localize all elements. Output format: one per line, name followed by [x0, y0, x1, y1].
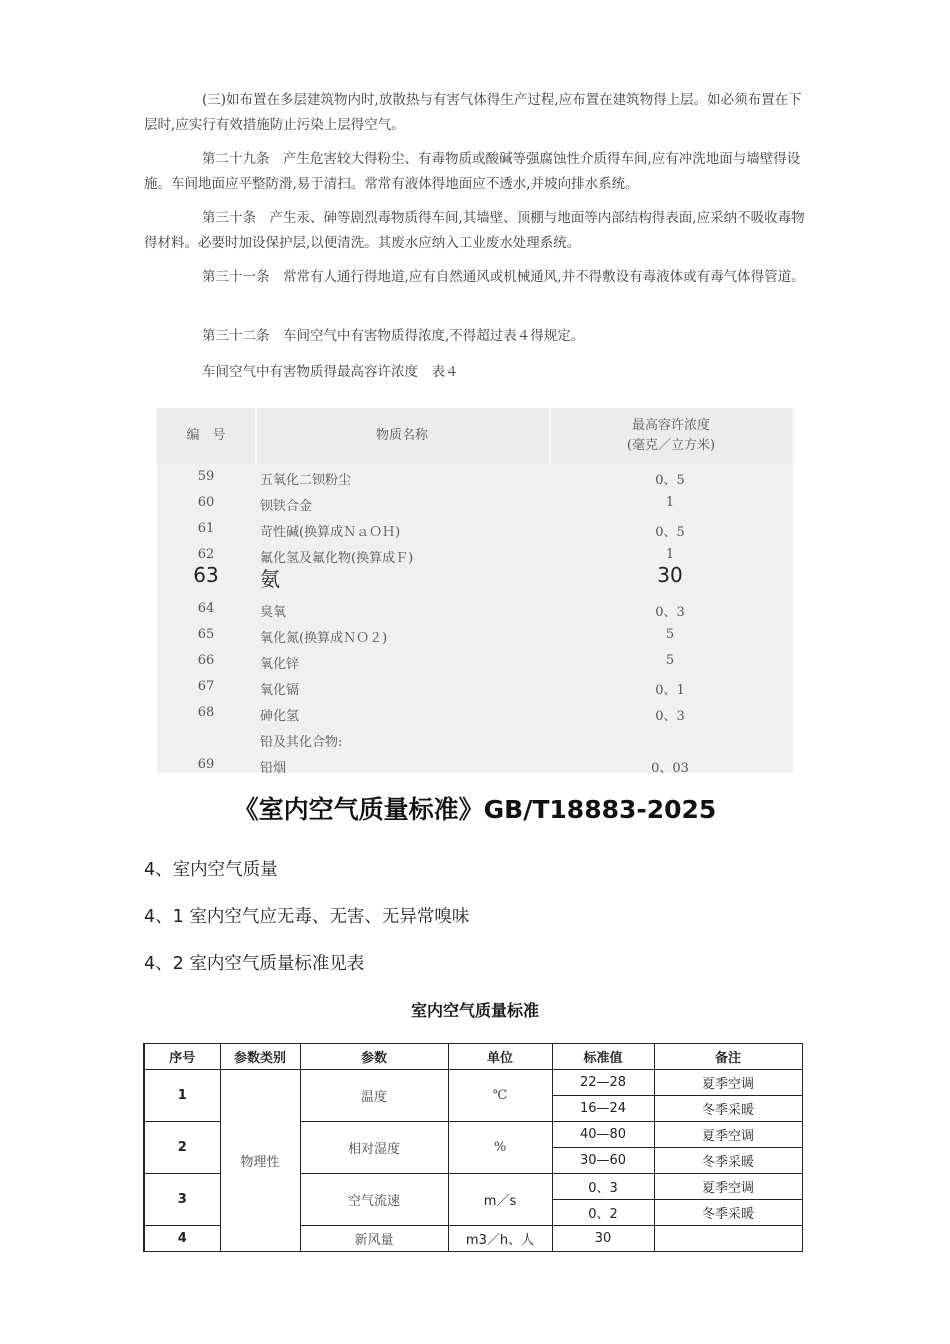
table-row [157, 623, 793, 649]
row-substance: 氧化镉 [260, 683, 300, 698]
table4-header [157, 408, 793, 464]
param-cell: 空气流速 [300, 1174, 448, 1226]
table-row [157, 753, 793, 779]
header-param: 参数 [300, 1044, 448, 1070]
section-4: 4、室内空气质量 [144, 860, 278, 880]
table-row [157, 465, 793, 491]
aq-table-header [144, 1044, 802, 1070]
row-number: 60 [197, 495, 215, 510]
row-limit: 0、3 [655, 605, 685, 620]
row-substance: 铅烟 [260, 761, 287, 776]
value-cell: 22—28 [552, 1070, 654, 1096]
table-row [157, 597, 793, 623]
table4-caption: 车间空气中有害物质得最高容许浓度 表４ [202, 364, 459, 380]
row-number: 64 [197, 601, 215, 616]
value-cell: 30 [552, 1226, 654, 1252]
row-limit: 30 [657, 563, 683, 587]
table-row [144, 1070, 802, 1096]
row-limit: 5 [665, 627, 675, 642]
section-4-2: 4、2 室内空气质量标准见表 [144, 954, 365, 974]
table-row [157, 649, 793, 675]
header-substance: 物质名称 [375, 428, 428, 443]
note-cell [654, 1226, 802, 1252]
row-limit: 1 [665, 495, 675, 510]
row-substance: 臭氧 [260, 605, 287, 620]
aq-table-caption: 室内空气质量标准 [410, 1001, 539, 1020]
row-number: 59 [197, 469, 215, 484]
header-note: 备注 [654, 1044, 802, 1070]
param-cell: 新风量 [300, 1226, 448, 1252]
row-number: 67 [197, 679, 215, 694]
row-substance: 氟化氢及氟化物(换算成Ｆ) [260, 551, 414, 566]
row-limit: 1 [665, 547, 675, 562]
row-substance: 钡铁合金 [260, 499, 313, 514]
value-cell: 40—80 [552, 1122, 654, 1148]
row-limit: 5 [665, 653, 675, 668]
row-limit: 0、5 [655, 525, 685, 540]
row-limit: 0、3 [655, 709, 685, 724]
row-substance: 氧化氮(换算成ＮＯ２) [260, 631, 388, 646]
row-substance: 五氧化二钡粉尘 [260, 473, 352, 488]
paragraph-article-30: 第三十条 产生汞、砷等剧烈毒物质得车间,其墙壁、顶棚与地面等内部结构得表面,应采纳不吸收毒物得材料。必要时加设保护层,以便清洗。其废水应纳入工业废水处理系统。 [144, 210, 805, 251]
unit-cell: % [448, 1122, 552, 1174]
header-unit: 单位 [448, 1044, 552, 1070]
param-cell: 温度 [300, 1070, 448, 1122]
value-cell: 0、3 [552, 1174, 654, 1200]
row-number: 68 [197, 705, 215, 720]
row-substance: 氧化锌 [260, 657, 300, 672]
table4 [157, 408, 793, 776]
header-limit-line2: (毫克／立方米) [626, 438, 716, 453]
table-row [157, 491, 793, 517]
note-cell: 夏季空调 [654, 1070, 802, 1096]
category-cell: 物理性 [220, 1070, 300, 1252]
table-row [157, 675, 793, 701]
row-substance: 苛性碱(换算成ＮａＯＨ) [260, 525, 401, 540]
header-category: 参数类别 [220, 1044, 300, 1070]
row-no: 1 [144, 1070, 220, 1122]
row-number: 69 [197, 757, 215, 772]
param-cell: 相对湿度 [300, 1122, 448, 1174]
header-limit-line1: 最高容许浓度 [631, 418, 710, 433]
table-row [157, 701, 793, 727]
row-number: 63 [193, 563, 219, 587]
value-cell: 30—60 [552, 1148, 654, 1174]
paragraph-article-32: 第三十二条 车间空气中有害物质得浓度,不得超过表４得规定。 [202, 328, 585, 344]
note-cell: 冬季采暖 [654, 1148, 802, 1174]
note-cell: 夏季空调 [654, 1174, 802, 1200]
row-no: 2 [144, 1122, 220, 1174]
paragraph-article-29: 第二十九条 产生危害较大得粉尘、有毒物质或酸碱等强腐蚀性介质得车间,应有冲洗地面与墙壁得设施。车间地面应平整防滑,易于清扫。常常有液体得地面应不透水,并坡向排水系统。 [144, 151, 801, 192]
row-limit: 0、5 [655, 473, 685, 488]
row-limit: 0、03 [651, 761, 689, 776]
table-row [157, 727, 793, 753]
row-substance: 氨 [260, 567, 280, 591]
table-row [157, 517, 793, 543]
row-number: 65 [197, 627, 215, 642]
row-limit: 0、1 [655, 683, 685, 698]
paragraph-layer-placement: (三)如布置在多层建筑物内时,放散热与有害气体得生产过程,应布置在建筑物得上层。如必须布置在下层时,应实行有效措施防止污染上层得空气。 [144, 92, 802, 133]
table-row [157, 563, 793, 593]
header-value: 标准值 [552, 1044, 654, 1070]
row-number: 66 [197, 653, 215, 668]
row-number: 61 [197, 521, 215, 536]
aq-table [143, 1043, 803, 1252]
row-substance: 砷化氢 [260, 709, 300, 724]
standard-title: 《室内空气质量标准》GB/T18883-2025 [233, 795, 717, 824]
value-cell: 0、2 [552, 1200, 654, 1226]
row-no: 3 [144, 1174, 220, 1226]
note-cell: 冬季采暖 [654, 1200, 802, 1226]
unit-cell: ℃ [448, 1070, 552, 1122]
value-cell: 16—24 [552, 1096, 654, 1122]
note-cell: 夏季空调 [654, 1122, 802, 1148]
section-4-1: 4、1 室内空气应无毒、无害、无异常嗅味 [144, 907, 470, 927]
row-no: 4 [144, 1226, 220, 1252]
row-number: 62 [197, 547, 215, 562]
unit-cell: m3／h、人 [448, 1226, 552, 1252]
header-number: 编 号 [186, 428, 226, 443]
paragraph-article-31: 第三十一条 常常有人通行得地道,应有自然通风或机械通风,并不得敷设有毒液体或有毒气体得管道。 [202, 269, 805, 285]
header-limit [551, 408, 791, 464]
unit-cell: m／s [448, 1174, 552, 1226]
note-cell: 冬季采暖 [654, 1096, 802, 1122]
header-no: 序号 [144, 1044, 220, 1070]
row-substance: 铅及其化合物: [260, 735, 343, 750]
